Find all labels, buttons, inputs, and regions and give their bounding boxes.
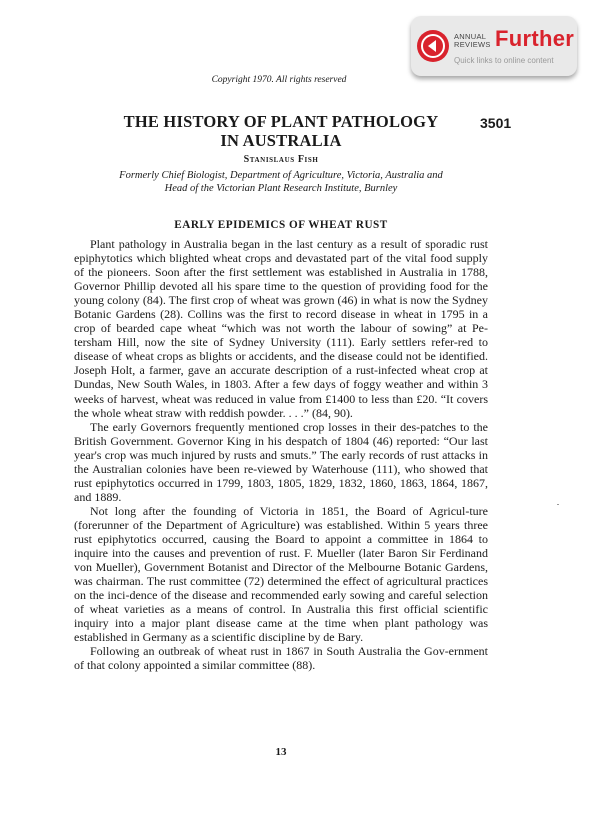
author-affiliation	[0, 169, 562, 195]
paragraph-2: The early Governors frequently mentioned crop losses in their des-patches to the British Government. Governor King in his despatch of 1804 (46) reported: “Our last year's crop was much injured by rusts and smuts.” The early records of rust attacks in the Australian colonies have been re-viewed by Waterhouse (111), who showed that rust epiphytotics occurred in 1799, 1803, 1805, 1829, 1832, 1860, 1863, 1864, 1867, and 1889.	[74, 419, 488, 504]
copyright-notice: Copyright 1970. All rights reserved	[211, 75, 347, 85]
arrow-left-icon	[417, 30, 449, 62]
further-label: Further	[495, 26, 575, 51]
paragraph-1: Plant pathology in Australia began in the last century as a result of sporadic rust epiphytotics which blighted wheat crops and devastated part of the vital food supply of the pioneers. Soon after the first settlement was established in Australia in 1788, Governor Phillip devoted all his spare time to the question of providing food for the young colony (84). The first crop of wheat was grown (46) in what is now the Sydney Botanic Gardens (28). Collins was the first to record disease in wheat in 1795 in a crop of bearded cape wheat “which was not worth the labour of sowing” at Pe-tersham Hill, now the site of Sydney University (111). Early settlers refer-red to disease of wheat crops as blights or accidents, and the disease could not be identified. Joseph Holt, a farmer, gave an accurate description of a rust-infected wheat crop at Dundas, New South Wales, in 1803. After a few days of foggy weather and within 3 weeks of harvest, wheat was reduced in value from £1400 to less than £20. “It covers the whole wheat straw with reddish powder. . . .” (84, 90).	[74, 237, 488, 420]
article-title	[0, 112, 562, 150]
quick-links-label: Quick links to online content	[454, 56, 554, 65]
page-id: 3501	[480, 115, 512, 131]
further-quick-links-banner[interactable]	[411, 16, 577, 76]
affiliation-line-1: Formerly Chief Biologist, Department of Agriculture, Victoria, Australia and	[119, 170, 443, 181]
annual-reviews-logo: ANNUAL REVIEWS	[454, 32, 491, 49]
title-line-2: IN AUSTRALIA	[220, 131, 342, 150]
affiliation-line-2: Head of the Victorian Plant Research Institute, Burnley	[164, 183, 398, 194]
section-heading: EARLY EPIDEMICS OF WHEAT RUST	[174, 219, 388, 231]
author-name: Stanislaus Fish	[243, 154, 319, 165]
title-line-1: THE HISTORY OF PLANT PATHOLOGY	[123, 112, 439, 131]
article-body	[74, 237, 488, 672]
page-number: 13	[275, 746, 287, 758]
paragraph-4: Following an outbreak of wheat rust in 1867 in South Australia the Gov-ernment of that colony appointed a similar committee (88).	[74, 644, 488, 673]
paragraph-3: Not long after the founding of Victoria in 1851, the Board of Agricul-ture (forerunner of the Department of Agriculture) was established. Within 5 years three rust epiphytotics occurred, causing the Board to appoint a committee in 1864 to inquire into the causes and prevention of rust. F. Mueller (later Baron Sir Ferdinand von Mueller), Government Botanist and Director of the Melbourne Botanic Gardens, was chairman. The rust committee (72) determined the effect of agricultural practices on the inci-dence of the disease and recommended early sowing and careful selection of wheat varieties as a means of control. In Australia this first official scientific inquiry into a major plant disease came at the time when plant pathology was established in Germany as a scientific discipline by de Bary.	[74, 503, 488, 645]
margin-mark	[557, 504, 559, 505]
